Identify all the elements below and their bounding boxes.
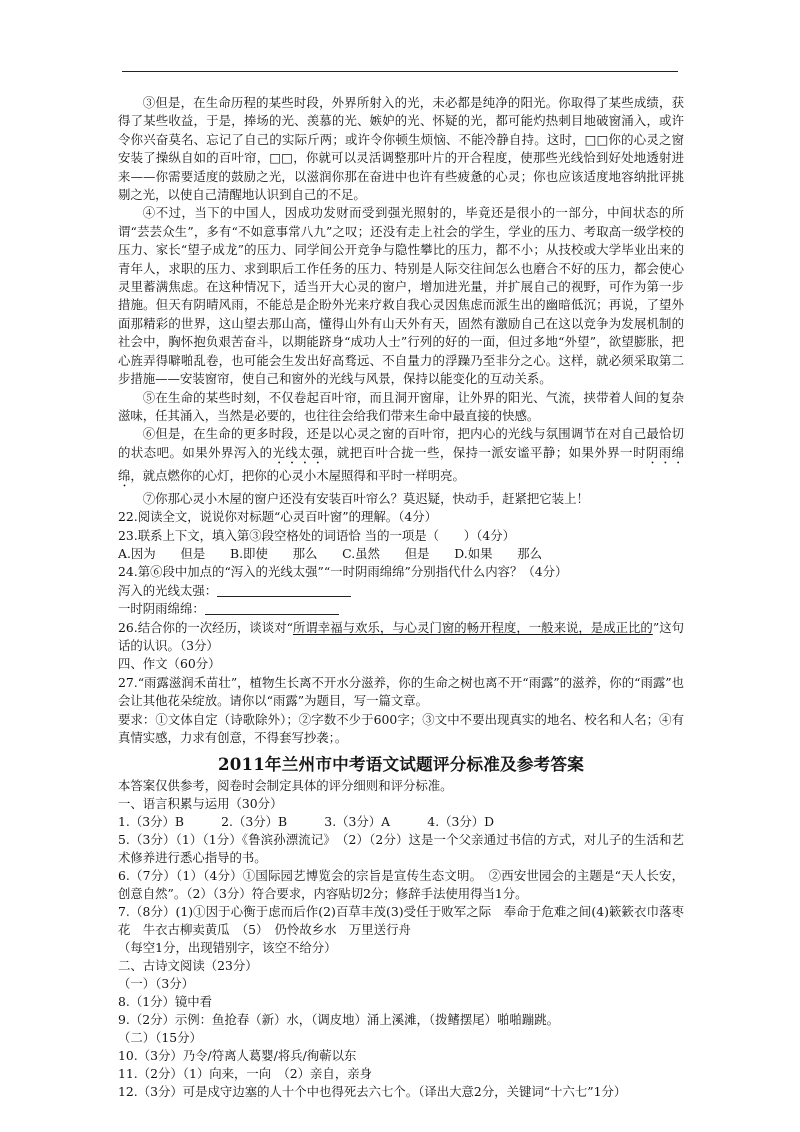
paragraph-6 bbox=[118, 425, 684, 489]
answers-title: 2011年兰州市中考语文试题评分标准及参考答案 bbox=[217, 754, 585, 775]
dotted-phrase-strong-light: 光线太强 bbox=[272, 444, 324, 460]
question-22: 22.阅读全文，说说你对标题“心灵百叶窗”的理解。（4分） bbox=[118, 509, 438, 525]
paragraph-6-part-3: ，就点燃你的心灯，把你的心灵小木屋照得和平时一样明亮。 bbox=[130, 467, 465, 483]
question-24-a bbox=[118, 582, 684, 600]
question-24: 24.第⑥段中加点的“泻入的光线太强”“一时阴雨绵绵”分别指代什么内容？（4分） bbox=[118, 564, 568, 580]
question-24-b bbox=[118, 600, 684, 618]
paragraph-4: ④不过，当下的中国人，因成功发财而受到强光照射的，毕竟还是很小的一部分，中间状态的所谓“芸芸众生”，多有“不如意事常八九”之叹；还没有走上社会的学生，学业的压力、考取高一级学校的压力、家长“望子成龙”的压力、同学间公开竞争与隐性攀比的压力，都不小；从技校或大学毕业出来的青年人，求职的压力、求到职后工作任务的压力、特别是人际交往间怎么也磨合不好的压力，都会使心灵里蓄满焦虑。在这种情况下，适当开大心灵的窗户，增加进光量，并扩展自己的视野，可作为第一步措施。但天有阴晴风雨，不能总是企盼外光来疗救自我心灵因焦虑而派生出的幽暗低沉；再说，了望外面那精彩的世界，这山望去那山高，懂得山外有山天外有天，固然有激励自己在这以竞争为发展机制的社会中，胸怀抱负艰苦奋斗，以期能跻身“成功人士”行列的好的一面，但过多地“外望”，欲望膨胀，把心旌弄得噼啪乱卷，也可能会生发出好高骛远、不自量力的浮躁乃至非分之心。这样，就必须采取第二步措施——安装窗帘，使自己和窗外的光线与风景，保持以能变化的互动关系。 bbox=[118, 205, 684, 387]
paragraph-6-part-2: ，就把百叶合拢一些，保持一派安谧平静；如果外界一时 bbox=[324, 444, 646, 460]
answer-key bbox=[118, 777, 684, 1101]
answers-subsection-1: （一）（3分） bbox=[118, 976, 195, 992]
question-27: 27.“雨露滋润禾苗壮”，植物生长离不开水分滋养，你的生命之树也离不开“雨露”的滋养，你的“雨露”也会让其他花朵绽放。请你以“雨露”为题目，写一篇文章。 bbox=[118, 674, 684, 709]
question-26-part-1: 26.结合你的一次经历，谈谈对“ bbox=[118, 619, 293, 635]
answers-1-4: 1.（3分）B 2.（3分）B 3.（3分）A 4.（3分）D bbox=[118, 814, 495, 830]
question-26 bbox=[118, 619, 684, 656]
answer-10: 10.（3分）乃令/符离人葛婴/将兵/徇蕲以东 bbox=[118, 1048, 357, 1064]
question-26-part-2: ”这句话的认识。（3分） bbox=[118, 619, 684, 653]
answer-7: 7.（8分）(1)①因于心衡于虑而后作(2)百草丰茂(3)受任于败军之际 奉命于危难之间(4)簌簌衣巾落枣花 牛衣古柳卖黄瓜 （5） 仍怜故乡水 万里送行舟 bbox=[118, 904, 684, 938]
question-26-quote: 所谓幸福与欢乐，与心灵门窗的畅开程度，一般来说，是成正比的 bbox=[292, 619, 653, 635]
answers-section-1: 一、语言积累与运用（30分） bbox=[118, 796, 283, 812]
paragraph-6-part-1: ⑥但是，在生命的更多时段，还是以心灵之窗的百叶帘，把内心的光线与氛围调节在对自己最恰切的状态吧。如果外界泻入的 bbox=[118, 426, 684, 460]
dotted-phrase-rainy: 阴雨绵绵 bbox=[118, 444, 685, 483]
answer-12: 12.（3分）可是戍守边塞的人十个中也得死去六七个。（译出大意2分，关键词“十六七”1分） bbox=[118, 1084, 627, 1100]
answer-7-note: （每空1分，出现错别字，该空不给分） bbox=[118, 940, 337, 956]
question-24-b-label: 一时阴雨绵绵： bbox=[118, 601, 205, 617]
paragraph-3: ③但是，在生命历程的某些时段，外界所射入的光，未必都是纯净的阳光。你取得了某些成绩，获得了某些收益，于是，捧场的光、羡慕的光、嫉妒的光、怀疑的光，都可能灼热刺目地破窗涌入，或许令你兴奋莫名、忘记了自己的实际斤两；或许令你顿生烦恼、不能冷静自持。这时，□□你的心灵之窗安装了操纵自如的百叶帘，□□，你就可以灵活调整那叶片的开合程度，使那些光线恰到好处地透射进来——你需要适度的鼓励之光，以滋润你那在奋进中也许有些疲惫的心灵；你也应该适度地容纳批评挑剔之光，以使自己清醒地认识到自己的不足。 bbox=[118, 95, 684, 203]
section-4-heading: 四、作文（60分） bbox=[118, 656, 221, 672]
answers-section-2: 二、古诗文阅读（23分） bbox=[118, 958, 258, 974]
answer-6: 6.（7分）（1）（4分）①国际园艺博览会的宗旨是宣传生态文明。 ②西安世园会的主题是“天人长安，创意自然”。（2）（3分）符合要求，内容贴切2分；修辞手法使用得当1分。 bbox=[118, 868, 684, 902]
question-27-requirements: 要求：①文体自定（诗歌除外）；②字数不少于600字；③文中不要出现真实的地名、校名和人名；④有真情实感，力求有创意，不得套写抄袭；。 bbox=[118, 711, 684, 745]
paragraph-5: ⑤在生命的某些时刻，不仅卷起百叶帘，而且洞开窗扉，让外界的阳光、气流，挟带着人间的复杂滋味，任其涌入，当然是必要的，也往往会给我们带来生命中最直接的快感。 bbox=[118, 389, 684, 423]
answer-blank[interactable] bbox=[217, 584, 351, 597]
paragraph-7: ⑦你那心灵小木屋的窗户还没有安装百叶帘么？莫迟疑，快动手，赶紧把它装上！ bbox=[142, 490, 589, 506]
answer-8: 8.（1分）镜中看 bbox=[118, 994, 213, 1010]
question-23: 23.联系上下文，填入第③段空格处的词语恰 当的一项是（ ）（4分） bbox=[118, 527, 516, 543]
answer-9: 9.（2分）示例：鱼抢春（新）水，（调皮地）涌上溪滩，（拨鳍摆尾）啪啪蹦跳。 bbox=[118, 1012, 559, 1028]
question-24-a-label: 泻入的光线太强： bbox=[118, 582, 218, 598]
header-rule bbox=[122, 71, 678, 72]
answers-note: 本答案仅供参考，阅卷时会制定具体的评分细则和评分标准。 bbox=[118, 778, 453, 794]
answer-11: 11.（2分）（1）向来，一向 （2）亲自，亲身 bbox=[118, 1066, 372, 1082]
answers-subsection-2: （二）（15分） bbox=[118, 1030, 202, 1046]
answer-blank[interactable] bbox=[205, 602, 339, 615]
answer-5: 5.（3分）（1）（1分）《鲁滨孙漂流记》 （2）（2分）这是一个父亲通过书信的方式，对儿子的生活和艺术修养进行悉心指导的书。 bbox=[118, 832, 684, 866]
document-body bbox=[118, 94, 684, 1101]
question-23-options: A.因为 但是 B.即使 那么 C.虽然 但是 D.如果 那么 bbox=[118, 545, 543, 561]
